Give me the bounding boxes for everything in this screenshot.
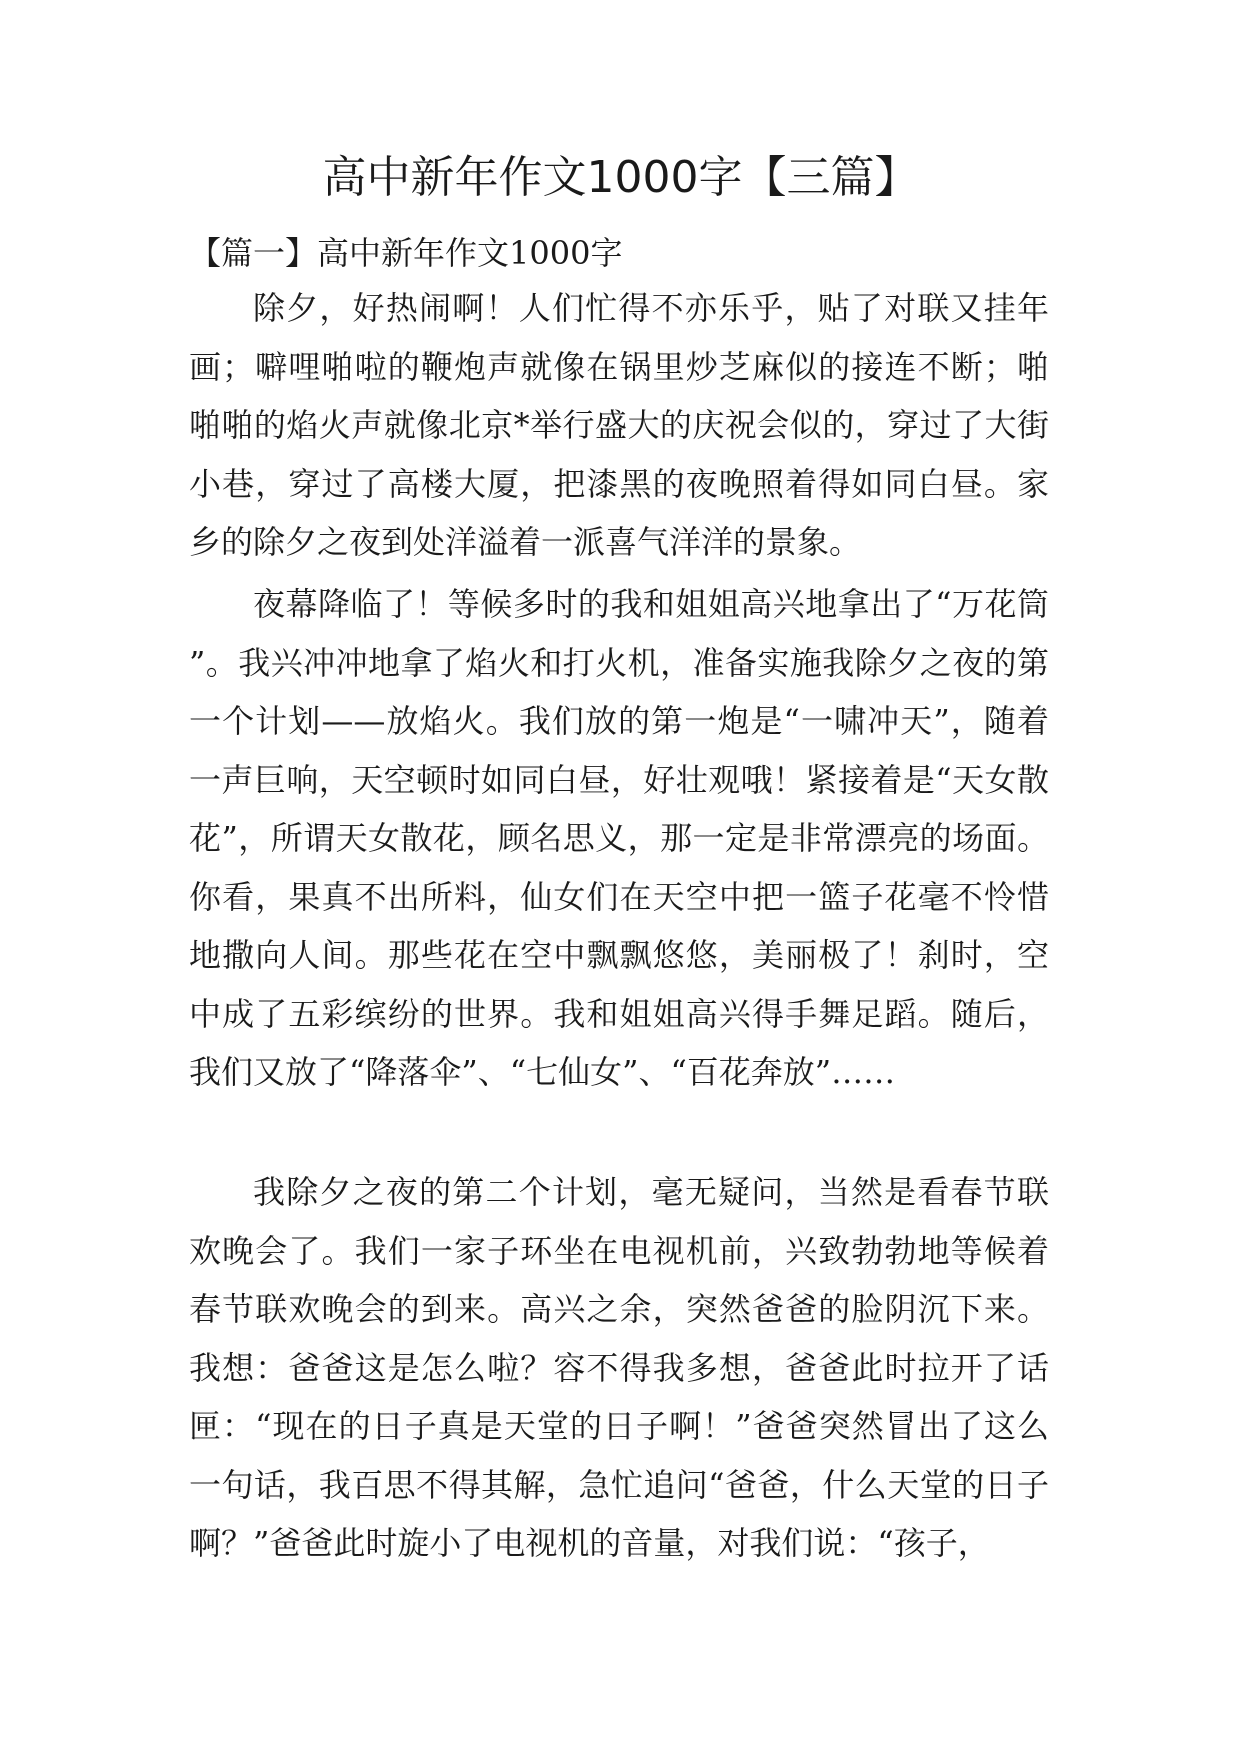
section-heading: 【篇一】高中新年作文1000字: [189, 234, 623, 272]
paragraph-2: 夜幕降临了！等候多时的我和姐姐高兴地拿出了“万花筒”。我兴冲冲地拿了焰火和打火机，准备实施我除夕之夜的第一个计划——放焰火。我们放的第一炮是“一啸冲天”，随着一声巨响，天空顿时如同白昼，好壮观哦！紧接着是“天女散花”，所谓天女散花，顾名思义，那一定是非常漂亮的场面。你看，果真不出所料，仙女们在天空中把一篮子花毫不怜惜地撒向人间。那些花在空中飘飘悠悠，美丽极了！刹时，空中成了五彩缤纷的世界。我和姐姐高兴得手舞足蹈。随后，我们又放了“降落伞”、“七仙女”、“百花奔放”……: [189, 585, 1049, 1091]
paragraph-1: 除夕，好热闹啊！人们忙得不亦乐乎，贴了对联又挂年画；噼哩啪啦的鞭炮声就像在锅里炒芝麻似的接连不断；啪啪啪的焰火声就像北京*举行盛大的庆祝会似的，穿过了大街小巷，穿过了高楼大厦，把漆黑的夜晚照着得如同白昼。家乡的除夕之夜到处洋溢着一派喜气洋洋的景象。: [189, 289, 1049, 561]
paragraph-3: 我除夕之夜的第二个计划，毫无疑问，当然是看春节联欢晚会了。我们一家子环坐在电视机前，兴致勃勃地等候着春节联欢晚会的到来。高兴之余，突然爸爸的脸阴沉下来。我想：爸爸这是怎么啦？容不得我多想，爸爸此时拉开了话匣：“现在的日子真是天堂的日子啊！”爸爸突然冒出了这么一句话，我百思不得其解，急忙追问“爸爸，什么天堂的日子啊？”爸爸此时旋小了电视机的音量，对我们说：“孩子，: [189, 1173, 1049, 1562]
document-title: 高中新年作文1000字【三篇】: [322, 152, 919, 203]
